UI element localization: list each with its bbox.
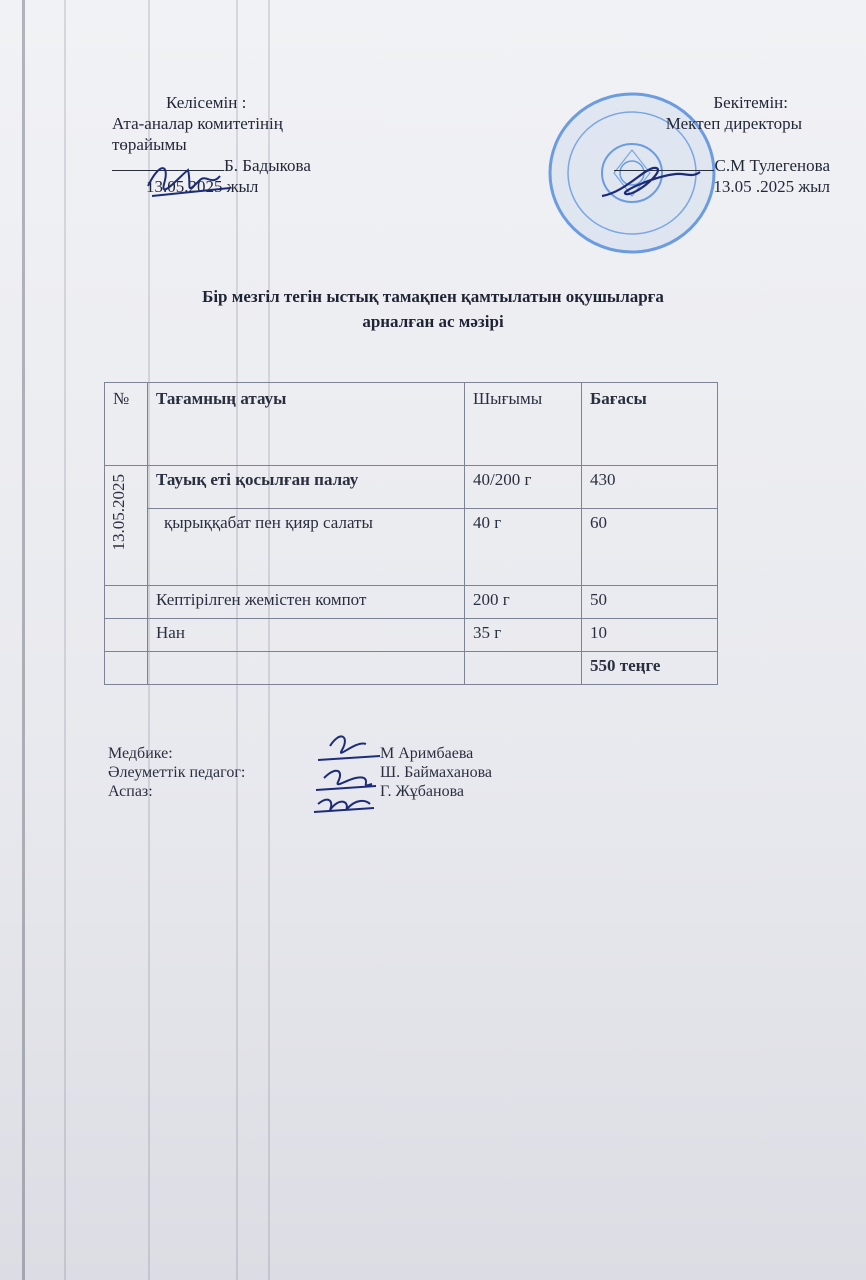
- dish-output: 40/200 г: [465, 466, 582, 509]
- dish-name: Нан: [148, 619, 465, 652]
- header-number: №: [105, 383, 148, 466]
- table-row: [105, 586, 718, 619]
- dish-output: 35 г: [465, 619, 582, 652]
- empty-cell: [148, 652, 465, 685]
- dish-name: Тауық еті қосылған палау: [148, 466, 465, 509]
- approve-title: Бекітемін:: [713, 93, 788, 112]
- dish-output: 200 г: [465, 586, 582, 619]
- empty-cell: [105, 586, 148, 619]
- table-row: [105, 466, 718, 509]
- empty-cell: [105, 652, 148, 685]
- committee-chair-name: Б. Бадыкова: [224, 156, 311, 175]
- table-row: [105, 619, 718, 652]
- empty-cell: [105, 619, 148, 652]
- director-signature: [596, 156, 706, 206]
- social-pedagogue-name: Ш. Баймаханова: [380, 764, 493, 781]
- menu-heading: [0, 284, 866, 334]
- dish-price: 10: [582, 619, 718, 652]
- header-price: Бағасы: [582, 383, 718, 466]
- dish-price: 50: [582, 586, 718, 619]
- copy-streak: [64, 0, 66, 1280]
- committee-role: Ата-аналар комитетінің: [112, 114, 283, 133]
- director-name: С.М Тулегенова: [714, 156, 830, 175]
- nurse-name: М Аримбаева: [380, 745, 474, 762]
- social-pedagogue-role: Әлеуметтік педагог:: [108, 764, 246, 781]
- table-row: [105, 509, 718, 586]
- table-header-row: [105, 383, 718, 466]
- header-dish-name: Тағамның атауы: [148, 383, 465, 466]
- nurse-role: Медбике:: [108, 745, 173, 762]
- menu-table: [104, 382, 718, 685]
- staff-names: [380, 744, 492, 801]
- dish-output: 40 г: [465, 509, 582, 586]
- committee-signature: [140, 156, 240, 206]
- header-output: Шығымы: [465, 383, 582, 466]
- dish-name: Кептірілген жемістен компот: [148, 586, 465, 619]
- cook-role: Аспаз:: [108, 783, 153, 800]
- total-row: [105, 652, 718, 685]
- heading-line-2: арналған ас мәзірі: [362, 312, 504, 331]
- staff-roles: [108, 744, 245, 801]
- dish-name: қырыққабат пен қияр салаты: [148, 509, 465, 586]
- empty-cell: [465, 652, 582, 685]
- director-role: Мектеп директоры: [665, 114, 802, 133]
- committee-date: 13.05.2025 жыл: [146, 177, 259, 196]
- cook-name: Г. Жұбанова: [380, 783, 465, 800]
- total-price: 550 теңге: [582, 652, 718, 685]
- director-date: 13.05 .2025 жыл: [713, 177, 830, 196]
- copy-streak: [22, 0, 25, 1280]
- committee-role-2: төрайымы: [112, 135, 187, 154]
- dish-price: 430: [582, 466, 718, 509]
- heading-line-1: Бір мезгіл тегін ыстық тамақпен қамтылатын оқушыларға: [202, 287, 664, 306]
- date-cell: [105, 466, 148, 586]
- dish-price: 60: [582, 509, 718, 586]
- staff-signatures: [310, 726, 390, 818]
- agree-title: Келісемін :: [166, 93, 247, 112]
- menu-date: 13.05.2025: [109, 474, 128, 551]
